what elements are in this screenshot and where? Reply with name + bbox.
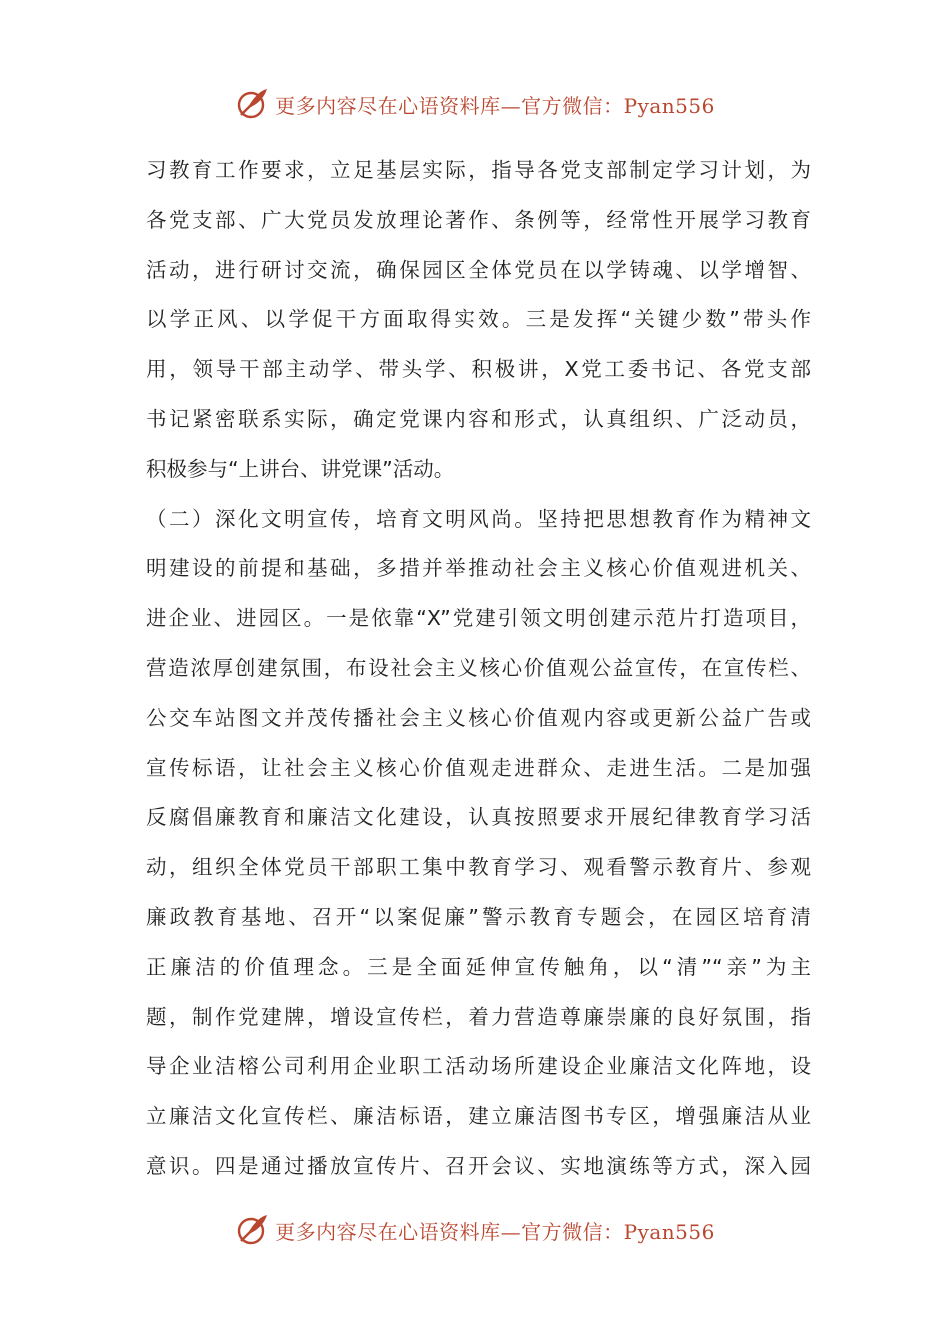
text-line: 正廉洁的价值理念。三是全面延伸宣传触角，以“清”“亲”为主 [146, 954, 811, 979]
text-line: 习教育工作要求，立足基层实际，指导各党支部制定学习计划，为 [146, 158, 811, 182]
watermark-banner-top [0, 84, 950, 124]
quill-logo-icon [235, 87, 269, 121]
text-line: 意识。四是通过播放宣传片、召开会议、实地演练等方式，深入园 [146, 1153, 811, 1178]
quill-logo-icon [235, 1213, 269, 1247]
text-line: 积极参与“上讲台、讲党课”活动。 [146, 456, 455, 481]
text-line: 反腐倡廉教育和廉洁文化建设，认真按照要求开展纪律教育学习活 [146, 805, 811, 830]
text-line: 廉政教育基地、召开“以案促廉”警示教育专题会，在园区培育清 [146, 904, 811, 929]
watermark-text: 更多内容尽在心语资料库—官方微信：Pyan556 [275, 93, 715, 118]
text-line: 宣传标语，让社会主义核心价值观走进群众、走进生活。二是加强 [146, 755, 811, 780]
text-line: 公交车站图文并茂传播社会主义核心价值观内容或更新公益广告或 [146, 705, 811, 730]
text-line: 营造浓厚创建氛围，布设社会主义核心价值观公益宣传，在宣传栏、 [146, 655, 811, 680]
text-line: 立廉洁文化宣传栏、廉洁标语，建立廉洁图书专区，增强廉洁从业 [146, 1104, 811, 1129]
text-line: （二）深化文明宣传，培育文明风尚。坚持把思想教育作为精神文 [146, 506, 811, 531]
text-line: 以学正风、以学促干方面取得实效。三是发挥“关键少数”带头作 [146, 307, 811, 332]
document-body [146, 146, 811, 1192]
text-line: 导企业洁榕公司利用企业职工活动场所建设企业廉洁文化阵地，设 [146, 1054, 811, 1079]
text-line: 活动，进行研讨交流，确保园区全体党员在以学铸魂、以学增智、 [146, 257, 811, 282]
text-line: 书记紧密联系实际，确定党课内容和形式，认真组织、广泛动员， [146, 406, 811, 431]
text-line: 各党支部、广大党员发放理论著作、条例等，经常性开展学习教育 [146, 207, 811, 232]
watermark-banner-bottom [0, 1210, 950, 1250]
text-line: 题，制作党建牌，增设宣传栏，着力营造尊廉崇廉的良好氛围，指 [146, 1004, 811, 1029]
text-line: 用，领导干部主动学、带头学、积极讲，X党工委书记、各党支部 [146, 357, 811, 382]
text-line: 明建设的前提和基础，多措并举推动社会主义核心价值观进机关、 [146, 556, 811, 581]
watermark-text: 更多内容尽在心语资料库—官方微信：Pyan556 [275, 1219, 715, 1244]
text-line: 进企业、进园区。一是依靠“X”党建引领文明创建示范片打造项目， [146, 606, 811, 631]
text-line: 动，组织全体党员干部职工集中教育学习、观看警示教育片、参观 [146, 855, 811, 880]
